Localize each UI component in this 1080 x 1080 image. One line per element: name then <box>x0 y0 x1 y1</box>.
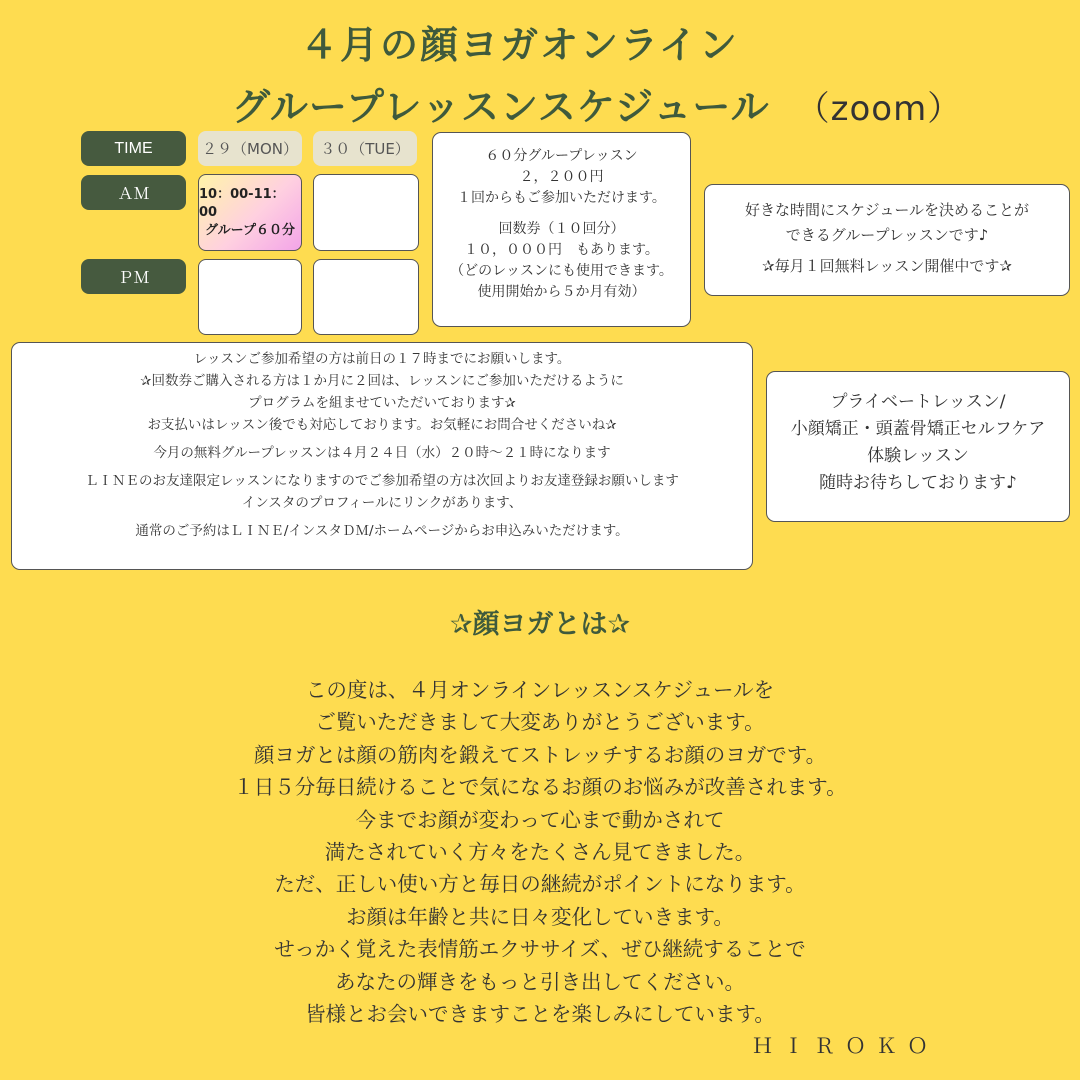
notice-line: レッスンご参加希望の方は前日の１７時までにお願いします。 <box>193 351 571 367</box>
lesson-slot-mon-pm[interactable] <box>198 259 302 335</box>
about-line: お顔は年齢と共に日々変化していきます。 <box>346 904 734 929</box>
notice-line: お支払いはレッスン後でも対応しております。お気軽にお問合せくださいね✰ <box>147 417 617 433</box>
price-line: ２，２００円 <box>519 169 604 185</box>
signature: ＨＩＲＯＫＯ <box>752 1034 938 1058</box>
side-line: できるグループレッスンです♪ <box>785 226 989 244</box>
title-line-2-text: グループレッスンスケジュール <box>232 85 770 129</box>
about-line: 皆様とお会いできますことを楽しみにしています。 <box>305 1002 775 1027</box>
about-line: この度は、４月オンラインレッスンスケジュールを <box>305 678 775 702</box>
title-zoom: （zoom） <box>795 89 963 129</box>
price-line: １回からもご参加いただけます。 <box>457 190 666 206</box>
notice-line: インスタのプロフィールにリンクがあります、 <box>241 495 523 511</box>
day-header-tue: ３０（TUE） <box>313 131 417 166</box>
about-line: せっかく覚えた表情筋エクササイズ、ぜひ継続することで <box>274 937 806 962</box>
notice-line: 今月の無料グループレッスンは４月２４日（水）２０時～２１時になります <box>153 445 611 461</box>
notice-line: ＬＩＮＥのお友達限定レッスンになりますのでご参加希望の方は次回よりお友達登録お願いします <box>85 473 679 489</box>
lesson-name: グループ６０分 <box>205 222 295 238</box>
notice-line: プログラムを組ませていただいております✰ <box>248 395 516 411</box>
lesson-slot-tue-am[interactable] <box>313 174 419 251</box>
about-line: ご覧いただきまして大変ありがとうございます。 <box>315 710 765 735</box>
about-line: あなたの輝きをもっと引き出してください。 <box>335 969 745 994</box>
am-label: ＡＭ <box>81 175 186 210</box>
price-line: １０，０００円 もあります。 <box>464 242 659 258</box>
notice-box <box>11 342 753 570</box>
private-lesson-box <box>766 371 1070 522</box>
lesson-slot-mon-am[interactable] <box>198 174 302 251</box>
day-header-mon: ２９（MON） <box>198 131 302 166</box>
notice-line: ✰回数券ご購入される方は１か月に２回は、レッスンにご参加いただけるように <box>140 373 624 389</box>
private-line: 体験レッスン <box>867 446 969 466</box>
about-line: 顔ヨガとは顔の筋肉を鍛えてストレッチするお顔のヨガです。 <box>253 742 827 767</box>
title-line-1: ４月の顔ヨガオンライン <box>300 23 739 67</box>
private-line: プライベートレッスン/ <box>830 392 1006 412</box>
about-line: 今までお顔が変わって心まで動かされて <box>355 807 725 832</box>
about-heading: ✰顔ヨガとは✰ <box>449 609 631 640</box>
pm-label: ＰＭ <box>81 259 186 294</box>
title-line-2 <box>232 76 962 131</box>
private-line: 随時お待ちしております♪ <box>819 473 1017 493</box>
price-info-box <box>432 132 691 327</box>
about-text <box>0 674 1080 1030</box>
private-line: 小顔矯正・頭蓋骨矯正セルフケア <box>790 419 1046 439</box>
lesson-slot-tue-pm[interactable] <box>313 259 419 335</box>
about-line: ただ、正しい使い方と毎日の継続がポイントになります。 <box>274 872 806 897</box>
price-line: 使用開始から５か月有効） <box>477 284 646 300</box>
price-line: （どのレッスンにも使用できます。 <box>450 263 673 279</box>
lesson-time: 10：00-11：00 <box>199 186 285 220</box>
about-line: １日５分毎日続けることで気になるお顔のお悩みが改善されます。 <box>233 775 847 800</box>
price-line: ６０分グループレッスン <box>485 148 638 164</box>
time-label: TIME <box>81 131 186 166</box>
about-line: 満たされていく方々をたくさん見てきました。 <box>324 840 756 865</box>
group-lesson-info-box <box>704 184 1070 296</box>
notice-line: 通常のご予約はＬＩＮＥ/インスタＤＭ/ホームページからお申込みいただけます。 <box>135 523 629 539</box>
side-line: ✰毎月１回無料レッスン開催中です✰ <box>762 257 1012 275</box>
side-line: 好きな時間にスケジュールを決めることが <box>744 201 1030 219</box>
price-line: 回数券（１０回分） <box>498 221 625 237</box>
